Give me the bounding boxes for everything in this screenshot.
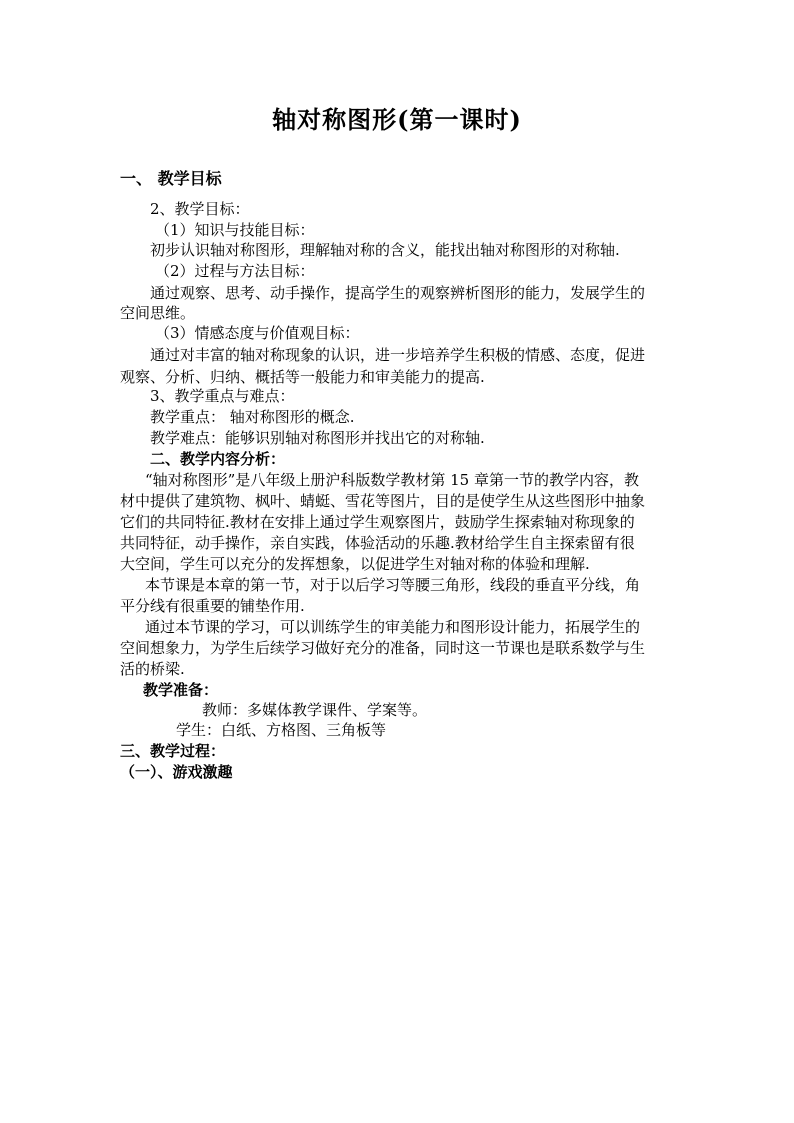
difficulty: 教学难点：能够识别轴对称图形并找出它的对称轴.: [150, 429, 485, 447]
paragraph-3-line: 通过本节课的学习，可以训练学生的审美能力和图形设计能力，拓展学生的: [145, 618, 641, 636]
paragraph-2-line: 平分线有很重要的铺垫作用.: [120, 597, 305, 615]
paragraph-1-line: 它们的共同特征.教材在安排上通过学生观察图片，鼓励学生探索轴对称现象的: [120, 513, 635, 531]
paragraph-3-line: 空间想象力，为学生后续学习做好充分的准备，同时这一节课也是联系数学与生: [120, 639, 646, 657]
goal-1-label: （1）知识与技能目标：: [155, 221, 315, 239]
paragraph-1-line: “轴对称图形”是八年级上册沪科版数学教材第 15 章第一节的教学内容，教: [145, 471, 639, 489]
goal-3-text: 观察、分析、归纳、概括等一般能力和审美能力的提高.: [120, 368, 485, 386]
section-1-heading: 一、 教学目标: [120, 169, 222, 188]
paragraph-2-line: 本节课是本章的第一节，对于以后学习等腰三角形，线段的垂直平分线，角: [145, 576, 641, 594]
goal-2-text: 通过观察、思考、动手操作，提高学生的观察辨析图形的能力，发展学生的: [150, 284, 646, 302]
goal-2-label: （2）过程与方法目标：: [155, 262, 315, 280]
preparation-teacher: 教师：多媒体教学课件、学案等。: [202, 701, 428, 719]
goal-3-label: （3）情感态度与价值观目标：: [155, 324, 360, 342]
paragraph-1-line: 共同特征，动手操作，亲自实践，体验活动的乐趣.教材给学生自主探索留有很: [120, 534, 635, 552]
goal-2-text: 空间思维。: [120, 304, 196, 322]
section-2-heading: 二、教学内容分析：: [150, 450, 286, 468]
section-3-heading: 三、教学过程：: [120, 742, 226, 760]
goals-label: 2、教学目标：: [150, 200, 250, 218]
section-3-subheading: （一）、游戏激趣: [120, 763, 233, 781]
paragraph-1-line: 大空间，学生可以充分的发挥想象，以促进学生对轴对称的体验和理解.: [120, 555, 590, 573]
preparation-heading: 教学准备：: [143, 681, 219, 699]
paragraph-3-line: 活的桥梁.: [120, 660, 185, 678]
key-difficulty-label: 3、教学重点与难点：: [150, 387, 295, 405]
goal-3-text: 通过对丰富的轴对称现象的认识，进一步培养学生积极的情感、态度，促进: [150, 346, 646, 364]
page-title: 轴对称图形(第一课时): [272, 105, 522, 134]
paragraph-1-line: 材中提供了建筑物、枫叶、蜻蜓、雪花等图片，目的是使学生从这些图形中抽象: [120, 492, 646, 510]
preparation-student: 学生：白纸、方格图、三角板等: [176, 721, 387, 739]
key-point: 教学重点： 轴对称图形的概念.: [150, 408, 355, 426]
goal-1-text: 初步认识轴对称图形，理解轴对称的含义，能找出轴对称图形的对称轴.: [150, 241, 620, 259]
